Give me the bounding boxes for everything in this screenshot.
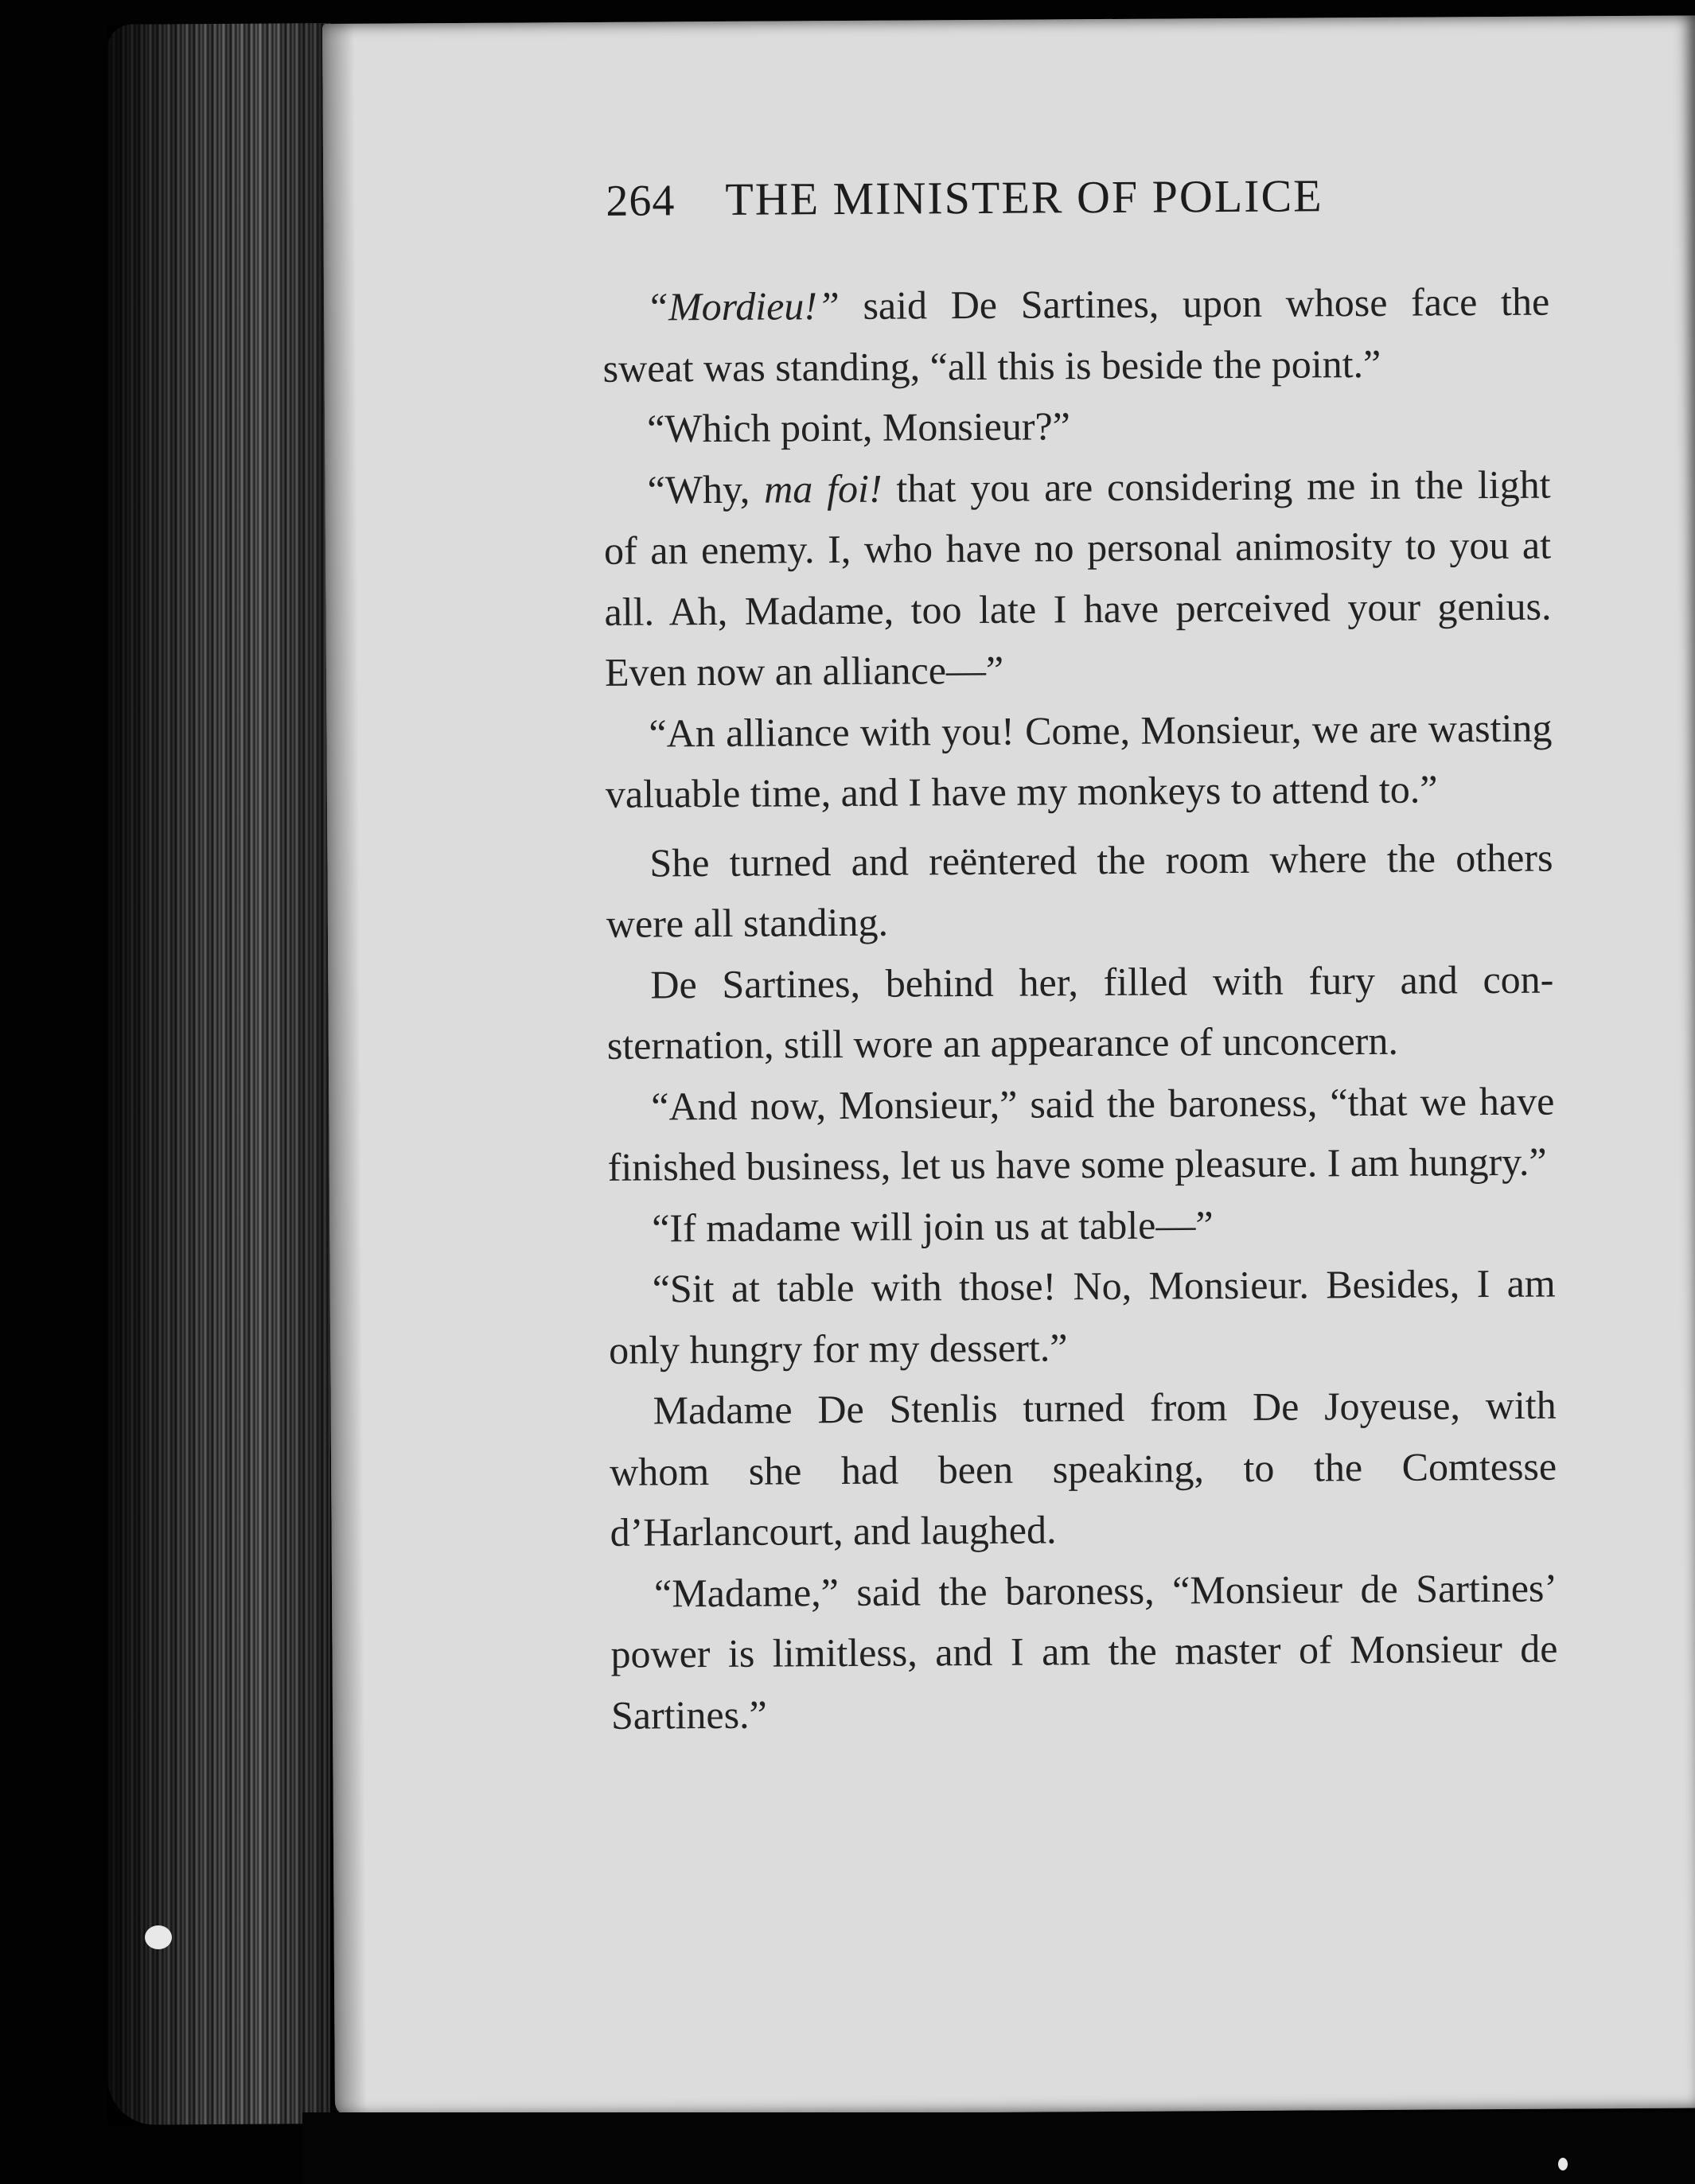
paragraph-text: that you are considering me in the light of an enemy. I, who have no personal animosity to you at all. Ah, Madame, too late I have perceived your genius. Even now an alliance—” bbox=[603, 461, 1552, 695]
page-header bbox=[606, 169, 1409, 227]
paragraph-lead: “Why, bbox=[647, 466, 765, 512]
paragraph bbox=[602, 271, 1550, 399]
italic-phrase: ma foi! bbox=[763, 465, 883, 512]
paragraph-text: Madame De Stenlis turned from De Joyeuse, with whom she had been speaking, to the Comtesse d’Harlancourt, and laughed. bbox=[609, 1382, 1557, 1555]
paragraph-text: “Madame,” said the baroness, “Monsieur de Sartines’ power is limitless, and I am the master of Monsieur de Sartines.” bbox=[610, 1565, 1558, 1738]
italic-phrase: “Mordieu!” bbox=[646, 283, 840, 329]
paragraph bbox=[610, 1557, 1558, 1746]
paragraph bbox=[605, 697, 1553, 824]
dust-speck bbox=[1558, 2158, 1568, 2170]
paragraph bbox=[608, 1253, 1556, 1380]
paragraph bbox=[609, 1375, 1557, 1563]
paragraph bbox=[608, 1192, 1555, 1259]
paragraph-text: “An alliance with you! Come, Monsieur, we are wasting valuable time, and I have my monkeys to attend to.” bbox=[605, 705, 1553, 816]
paragraph bbox=[607, 1070, 1555, 1197]
scan-bottom-edge bbox=[302, 2112, 1695, 2184]
book-page-edges bbox=[107, 23, 330, 2125]
paragraph bbox=[603, 454, 1552, 703]
paragraph bbox=[603, 393, 1550, 460]
paragraph-text: She turned and reëntered the room where the others were all standing. bbox=[606, 835, 1553, 946]
paragraph-text: “Which point, Monsieur?” bbox=[646, 403, 1071, 451]
page-number: 264 bbox=[606, 176, 676, 226]
paragraph-text: De Sartines, behind her, filled with fury and consternation, still wore an appearance of unconcern. bbox=[606, 956, 1554, 1068]
page bbox=[322, 15, 1695, 2116]
paragraph-text: said De Sartines, upon whose face the sweat was standing, “all this is beside the point.” bbox=[602, 278, 1550, 391]
body-text bbox=[602, 271, 1558, 1746]
paragraph-text: “If madame will join us at table—” bbox=[652, 1201, 1214, 1250]
running-title: THE MINISTER OF POLICE bbox=[725, 169, 1323, 225]
dust-speck bbox=[145, 1925, 172, 1949]
paragraph-text: “Sit at table with those! No, Monsieur. Besides, I am only hungry for my dessert.” bbox=[609, 1260, 1556, 1372]
paragraph bbox=[606, 948, 1554, 1076]
paragraph bbox=[606, 827, 1553, 954]
paragraph-text: “And now, Monsieur,” said the baroness, “that we have finished business, let us have some pleasure. I am hungry.” bbox=[607, 1078, 1555, 1189]
